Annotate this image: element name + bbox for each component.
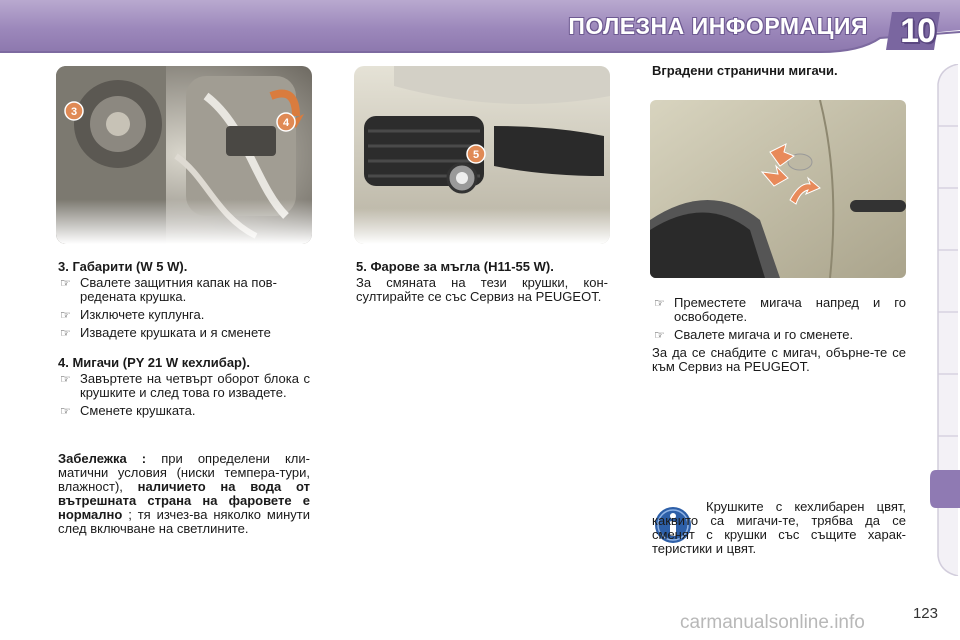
page-title: ПОЛЕЗНА ИНФОРМАЦИЯ [568,13,868,39]
section-5-heading: 5. Фарове за мъгла (H11-55 W). [356,259,554,274]
photo-headlamp-rear [56,66,312,244]
hand-pointer-icon: ☞ [60,404,71,418]
chapter-tab-icons [930,64,960,576]
note-label: Забележка : [58,451,147,466]
info-note-text: Крушките с кехлибарен цвят, каквито са мигачи-те, трябва да се сменят с крушки със същите харак-теристики и цвят. [652,499,906,556]
section-4-heading: 4. Мигачи (PY 21 W кехлибар). [58,355,250,370]
section-3-heading: 3. Габарити (W 5 W). [58,259,188,274]
note-emphasis: наличието на вода от вътрешната страна на фаровете е нормално [58,479,310,522]
side-repeater-text: За да се снабдите с мигач, обърне-те се към Сервиз на PEUGEOT. [652,345,906,374]
side-repeater-heading: Вградени странични мигачи. [652,63,838,78]
hand-pointer-icon: ☞ [60,308,71,322]
list-item: ☞ Преместете мигача напред и го освободете. [654,295,906,324]
page-number: 123 [912,605,938,622]
watermark: carmanualsonline.info [680,612,865,633]
section-4-list [58,372,310,418]
list-item: ☞ Завъртете на четвърт оборот блока с крушките и след това го извадете. [60,371,310,400]
hand-pointer-icon: ☞ [60,326,71,340]
list-item: ☞ Свалете мигача и го сменете. [654,327,854,342]
section-5-text: За смяната на тези крушки, кон-султирайте се със Сервиз на PEUGEOT. [356,275,608,304]
list-item: ☞ Свалете защитния капак на пов-редената крушка. [60,275,277,304]
chapter-number: 10 [900,12,934,50]
callout-5: 5 [472,149,480,161]
hand-pointer-icon: ☞ [654,328,665,342]
photo-fog-lamp [354,66,610,244]
photo-side-repeater [650,100,906,278]
list-item: ☞ Изключете куплунга. [60,307,205,322]
side-repeater-list [652,296,906,342]
list-item: ☞ Извадете крушката и я сменете [60,325,271,340]
hand-pointer-icon: ☞ [60,276,71,290]
section-3-list [58,276,310,340]
hand-pointer-icon: ☞ [654,296,665,310]
callout-3: 3 [70,106,78,118]
note-paragraph: Забележка : при определени кли-матични условия (ниски темпера-тури, влажност), наличието на вода от вътрешната страна на фаровете е нормално ; тя изчез-ва няколко минути след включване на светлините. [58,451,310,536]
hand-pointer-icon: ☞ [60,372,71,386]
callout-4: 4 [282,117,290,129]
list-item: ☞ Сменете крушката. [60,403,196,418]
